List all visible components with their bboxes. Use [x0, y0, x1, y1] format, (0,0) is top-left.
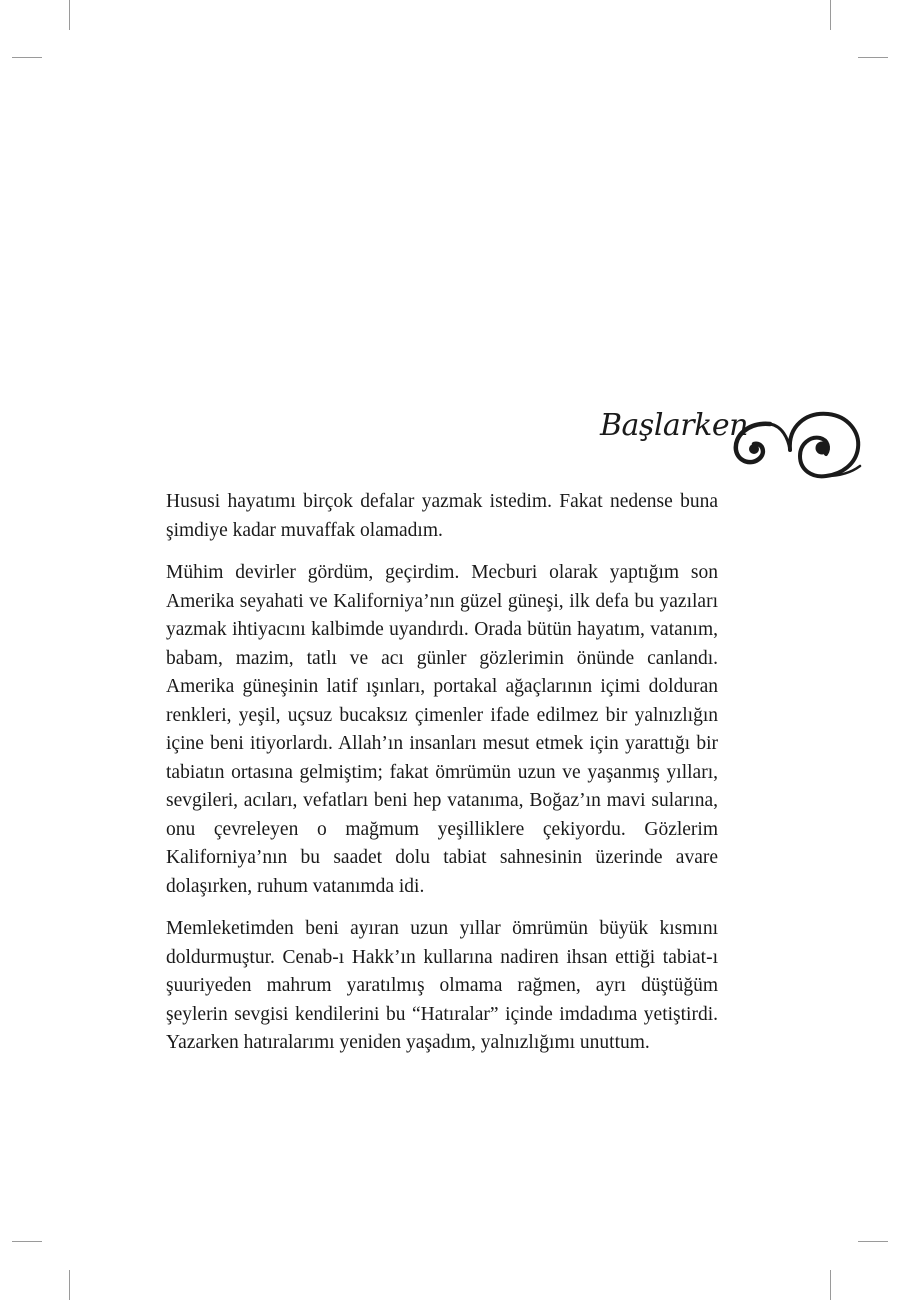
crop-mark-left-bottom	[12, 1241, 42, 1242]
chapter-heading	[560, 398, 890, 488]
crop-mark-right-top	[858, 57, 888, 58]
paragraph-3: Memleketimden beni ayıran uzun yıllar ömrümün büyük kısmını doldurmuştur. Cenab-ı Hakk’ın kullarına nadiren ihsan ettiği tabiat-ı şuuriyeden mahrum yaratılmış olmama rağmen, ayrı düştüğüm şeylerin sevgisi kendilerini bu “Hatıralar” içinde imdadıma yetiştirdi. Yazarken hatıralarımı yeniden yaşadım, yalnızlığımı unuttum.	[166, 918, 718, 1053]
crop-mark-bottom-right	[830, 1270, 831, 1300]
crop-mark-right-bottom	[858, 1241, 888, 1242]
crop-mark-top-right	[830, 0, 831, 30]
crop-mark-bottom-left	[69, 1270, 70, 1300]
swirl-ornament-icon	[730, 404, 862, 480]
crop-mark-left-top	[12, 57, 42, 58]
crop-mark-top-left	[69, 0, 70, 30]
paragraph-2: Mühim devirler gördüm, geçirdim. Mecburi olarak yaptığım son Amerika seyahati ve Kaliforniya’nın güzel güneşi, ilk defa bu yazıları yazmak ihtiyacını kalbimde uyandırdı. Orada bütün hayatım, vatanım, babam, mazim, tatlı ve acı günler gözlerimin önünde canlandı. Amerika güneşinin latif ışınları, portakal ağaçlarının içimi dolduran renkleri, yeşil, uçsuz bucaksız çimenler ifade edilmez bir yalnızlığın içine beni itiyorlardı. Allah’ın insanları mesut etmek için yarattığı bir tabiatın ortasına gelmiştim; fakat ömrümün uzun ve yaşanmış yılları, sevgileri, acıları, vefatları beni hep vatanıma, Boğaz’ın mavi sularına, onu çevreleyen o mağmum yeşilliklere çekiyordu. Gözlerim Kaliforniya’nın bu saadet dolu tabiat sahnesinin üzerinde avare dolaşırken, ruhum vatanımda idi.	[166, 562, 718, 897]
chapter-title: Başlarken	[600, 408, 748, 443]
paragraph-1: Hususi hayatımı birçok defalar yazmak istedim. Fakat nedense buna şimdiye kadar muvaffak olamadım.	[166, 491, 718, 541]
body-text	[166, 488, 718, 1072]
